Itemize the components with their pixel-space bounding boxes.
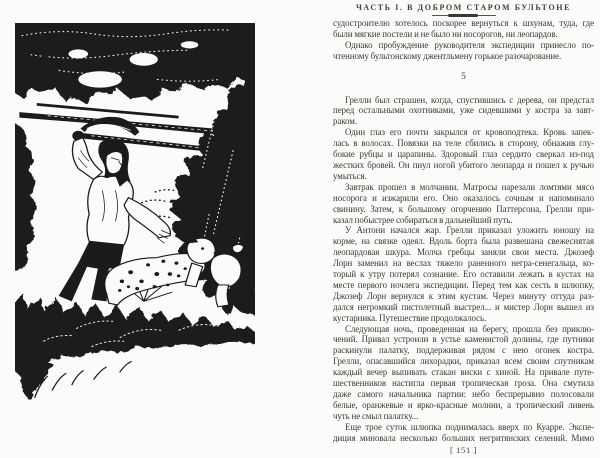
text-line: Грелли был страшен, когда, спустившись с дерева, он предстал [345,94,594,105]
section-number: 5 [461,71,466,82]
text-line: были мягкие постели и не было ни носорогов, ни леопардов. [333,28,558,39]
text-line: Однако пробуждение руководителя экспедиции принесло по- [345,39,594,50]
text-line: раком. [333,116,358,127]
text-line: месте первого ночлега экспедиции. Перед тем как сесть в шлюпку, [333,279,594,290]
page-number: [ 151 ] [449,444,478,455]
text-line: чтенному бультонскому джентльмену горькое разочарование. [333,50,562,61]
text-line: умыться. [333,170,367,181]
text-line: торый к утру потерял сознание. Его оставили лежать в кустах на [333,269,594,280]
text-line: казал побыстрее собираться в дальнейший путь. [333,214,513,225]
text-line: кустарника. Путешествие продолжалось. [333,312,487,323]
text-line: Следующая ночь, проведенная на берегу, прошла без приклю- [345,323,594,334]
text-line: носорога и изжарили его. Оно оказалось сочным и напоминало [333,192,594,203]
text-line: жестких бровей. Он пнул ногой убитого леопарда и пошел к ручью [333,159,594,170]
text-line: бокие рубцы и царапины. Здоровый глаз сердито сверкал из-под [333,149,594,160]
header-divider [333,15,594,16]
text-line: каждый вечер выпивать стакан виски с хиной. На привале путе- [333,367,594,378]
text-line: чений. Привал устроили в устье каменистой долины, где путники [333,334,594,345]
text-line: Грелли, опасавшийся лихорадки, приказал всем своим спутникам [333,356,594,367]
text-line: раскинули палатку, поддерживая рядом с нею огонек костра. [333,345,594,356]
text-line: лась в волосах. Повязки на теле сбились в сторону, обнажив глу- [333,138,594,149]
text-line: белые, оранжевые и ярко-красные молнии, а тропический ливень [333,399,594,410]
text-line: чуть не смыл палатку... [333,410,419,421]
book-illustration [15,23,255,405]
text-line: Еще трое суток шлюпка поднималась вверх по Куарре. Экспе- [345,421,594,432]
divider-rule [432,15,496,16]
text-line: леопардовая шкура. Молча гребцы заняли свои места. Джозеф [333,247,594,258]
text-line: У Антони начался жар. Грелли приказал уложить юношу на [345,225,594,236]
text-line: Один глаз его почти закрылся от кровоподтека. Кровь запек- [345,127,594,138]
text-line: Джозеф Лорн вернулся к этим кустам. Через минуту оттуда раз- [333,290,594,301]
text-line: диция миновала несколько больших негритянских селений. Мимо [333,432,594,443]
text-line: судостроителю хотелось поскорее вернуться к шхунам, туда, где [333,18,594,28]
text-line: шественников настигла первая тропическая гроза. Она смутила [333,378,594,389]
text-line: перед остальными охотниками, уже сидевшими у костра за завт- [333,105,594,116]
text-line: свинину. Затем, к большому огорчению Паттерсона, Грелли при- [333,203,594,214]
text-line: дался негромкий пистолетный выстрел... и мистер Лорн вышел из [333,301,594,312]
text-line: Завтрак прошел в молчании. Матросы нарезали ломтями мясо [345,181,594,192]
running-head: ЧАСТЬ I. В ДОБРОМ СТАРОМ БУЛЬТОНЕ [355,3,572,12]
text-column [333,18,594,444]
engraving-hunter-knife-leopard-jungle [15,23,255,405]
text-line: корме, на связке одеял. Вдоль борта была развешана свежеснятая [333,236,594,247]
text-line: даже самого начальника партии: небо беспрерывно полосовали [333,389,594,399]
text-line: Лорн заменил на веслах тяжело раненного негра-сенегальца, ко- [333,258,594,269]
